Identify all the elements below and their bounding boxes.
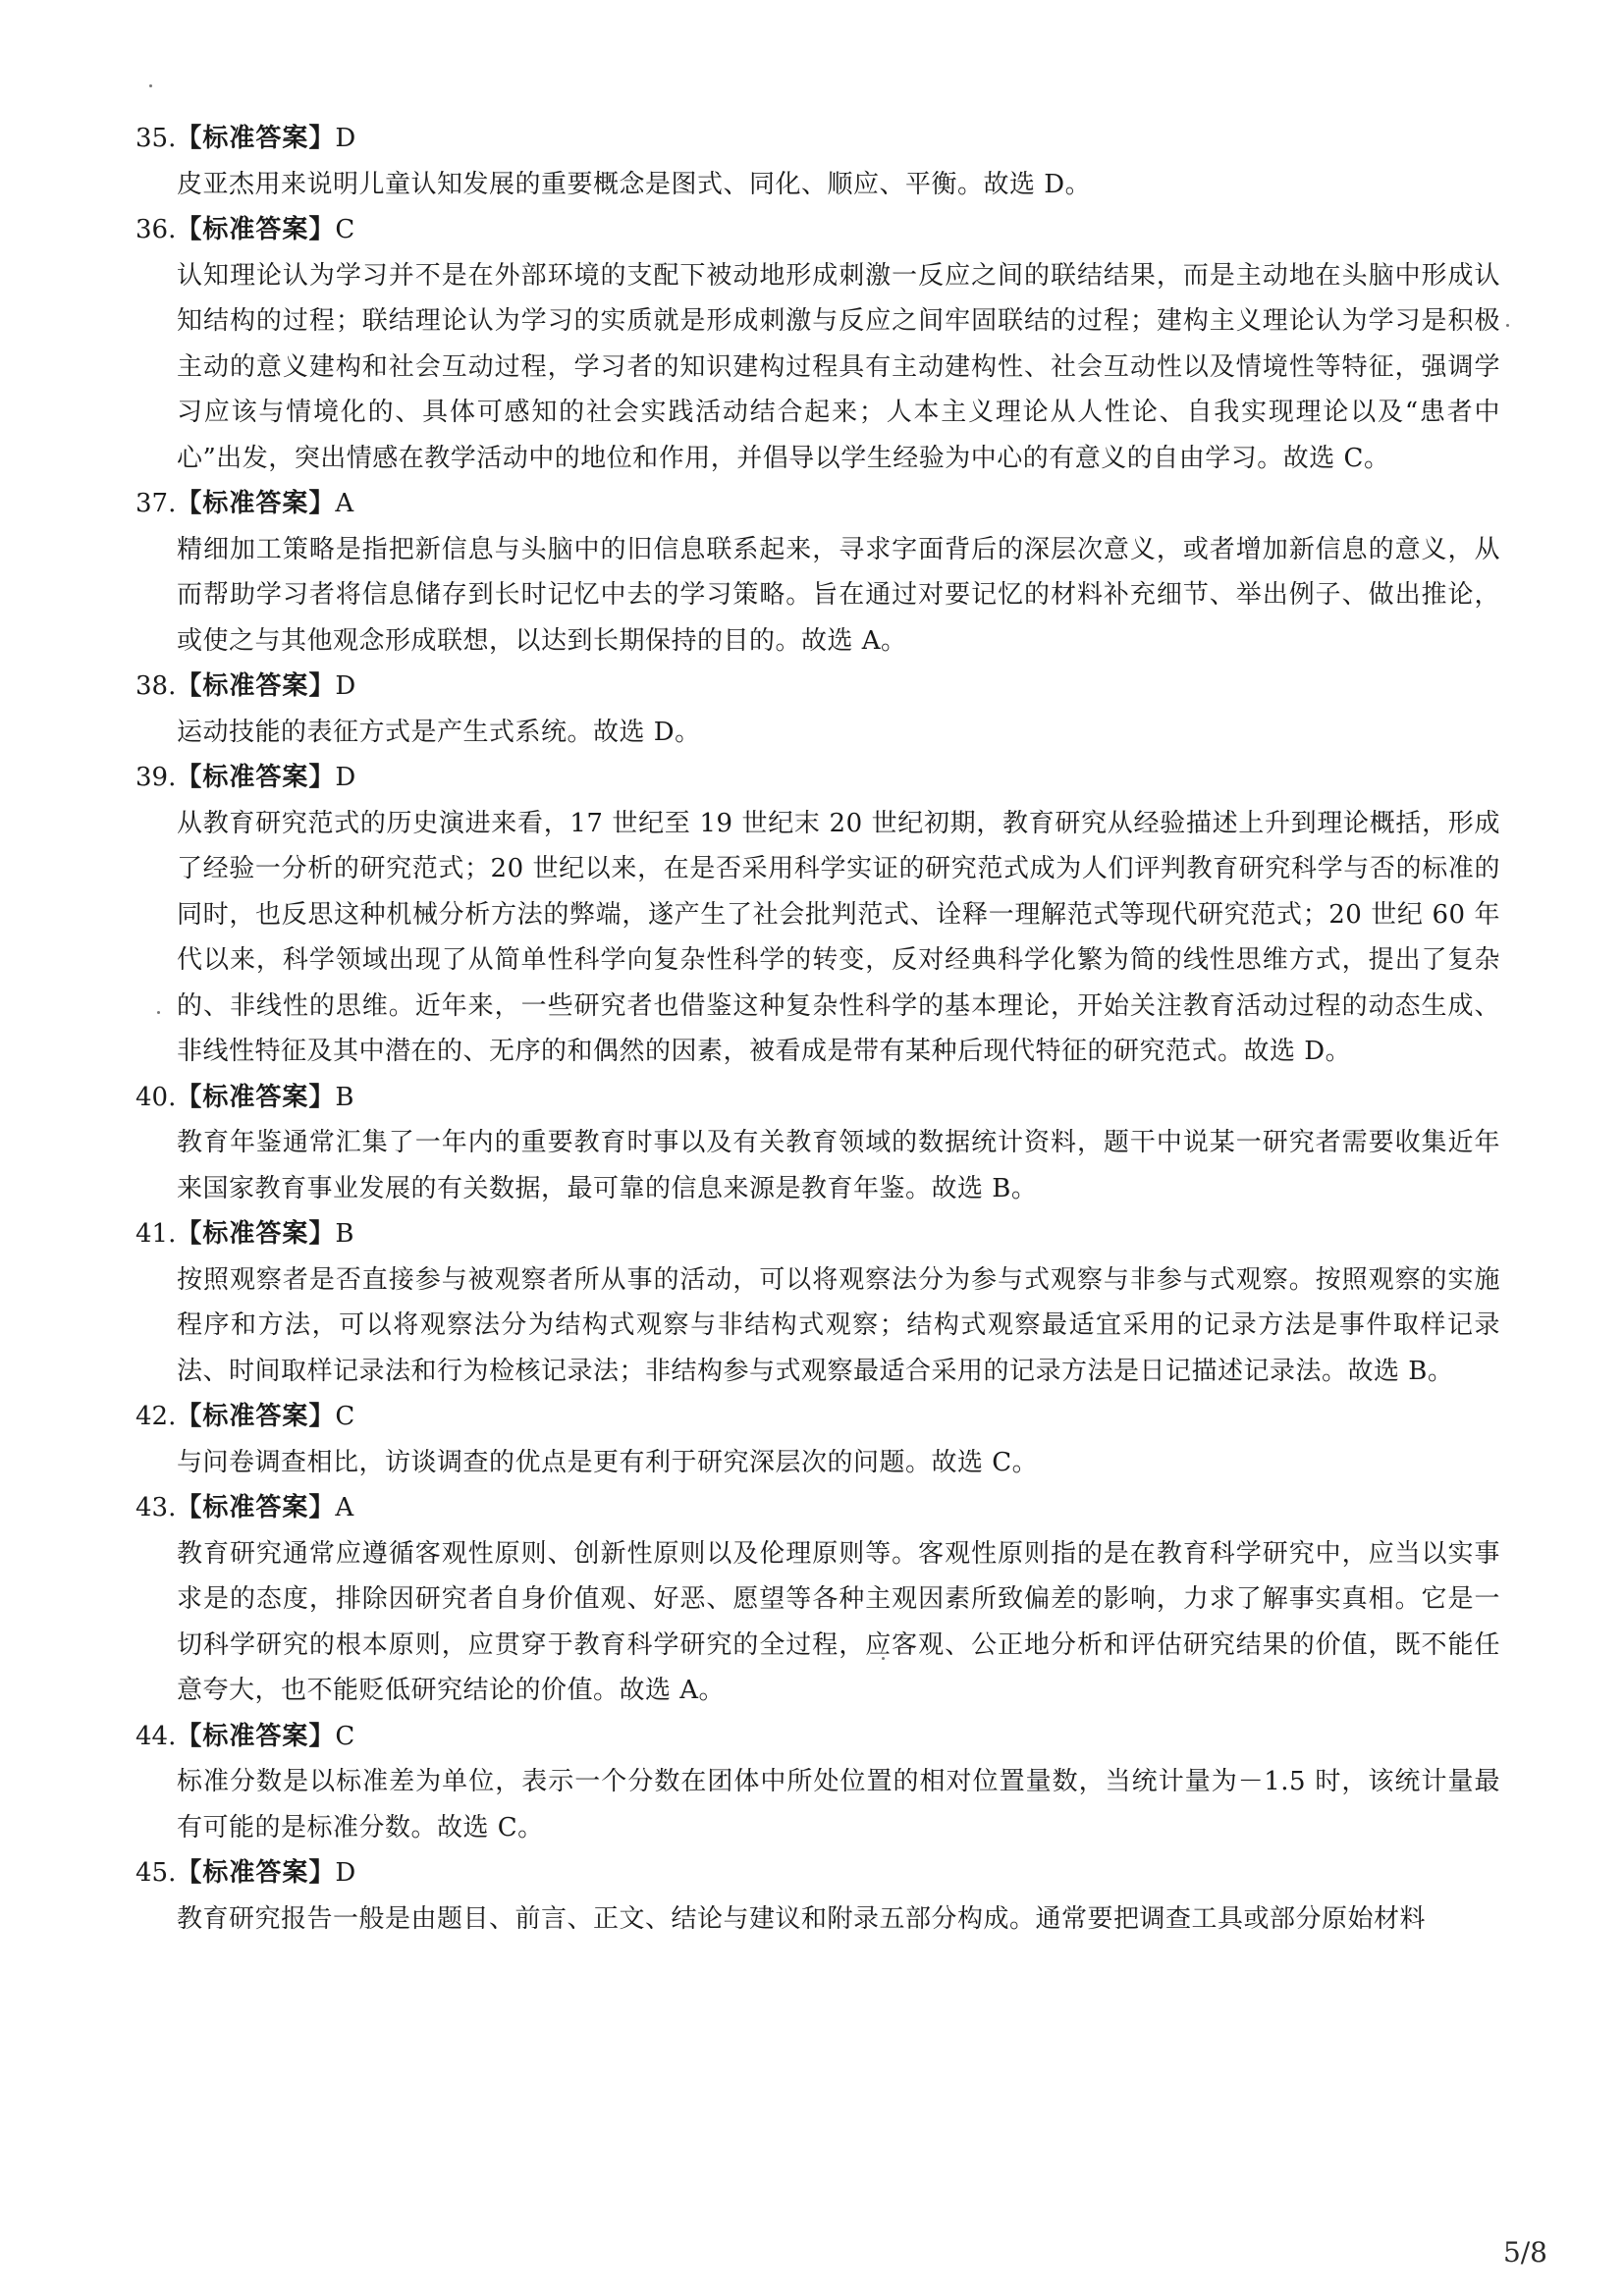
answer-choice: B	[335, 1082, 354, 1112]
question-number: 37.	[135, 489, 177, 518]
page-number: 5/8	[1502, 2236, 1547, 2269]
explanation-text: 皮亚杰用来说明儿童认知发展的重要概念是图式、同化、顺应、平衡。故选 D。	[177, 169, 1092, 199]
answer-label: 【标准答案】	[176, 1721, 336, 1751]
answer-heading	[135, 1714, 1500, 1760]
answer-choice: D	[335, 124, 356, 153]
answer-heading	[135, 1394, 1500, 1440]
answer-label: 【标准答案】	[176, 124, 336, 153]
answer-choice: C	[335, 1402, 355, 1431]
question-number: 45.	[135, 1858, 177, 1888]
answer-label: 【标准答案】	[176, 1219, 336, 1249]
question-number: 42.	[135, 1402, 177, 1431]
answer-heading	[135, 1485, 1500, 1531]
explanation-text: 教育研究通常应遵循客观性原则、创新性原则以及伦理原则等。客观性原则指的是在教育科学研究中，应当以实事求是的态度，排除因研究者自身价值观、好恶、愿望等各种主观因素所致偏差的影响，力求了解事实真相。它是一切科学研究的根本原则，应贯穿于教育科学研究的全过程，应客观、公正地分析和评估研究结果的价值，既不能任意夸大，也不能贬低研究结论的价值。故选 A。	[177, 1538, 1500, 1705]
question-number: 44.	[135, 1721, 177, 1751]
answer-choice: D	[335, 671, 356, 701]
answer-heading	[135, 481, 1500, 527]
answer-heading	[135, 1850, 1500, 1896]
answer-label: 【标准答案】	[176, 489, 336, 518]
answer-item	[135, 1211, 1500, 1394]
question-number: 35.	[135, 124, 177, 153]
answer-item	[135, 1394, 1500, 1485]
answer-choice: C	[335, 215, 355, 244]
explanation-text: 按照观察者是否直接参与被观察者所从事的活动，可以将观察法分为参与式观察与非参与式观察。按照观察的实施程序和方法，可以将观察法分为结构式观察与非结构式观察；结构式观察最适宜采用的记录方法是事件取样记录法、时间取样记录法和行为检核记录法；非结构参与式观察最适合采用的记录方法是日记描述记录法。故选 B。	[177, 1264, 1500, 1386]
answer-label: 【标准答案】	[176, 1493, 336, 1522]
answer-choice: A	[335, 489, 354, 518]
explanation-text: 标准分数是以标准差为单位，表示一个分数在团体中所处位置的相对位置量数，当统计量为－1.5 时，该统计量最有可能的是标准分数。故选 C。	[177, 1767, 1500, 1842]
answer-choice: D	[335, 763, 356, 792]
answer-choice: B	[335, 1219, 354, 1249]
answer-label: 【标准答案】	[176, 1402, 336, 1431]
explanation-text: 教育研究报告一般是由题目、前言、正文、结论与建议和附录五部分构成。通常要把调查工具或部分原始材料	[177, 1903, 1427, 1934]
scan-speck	[149, 84, 152, 87]
question-number: 41.	[135, 1219, 177, 1249]
answer-label: 【标准答案】	[176, 215, 336, 244]
answer-heading	[135, 755, 1500, 801]
answer-list	[135, 116, 1500, 1942]
answer-label: 【标准答案】	[176, 1082, 336, 1112]
answer-label: 【标准答案】	[176, 763, 336, 792]
explanation-text: 精细加工策略是指把新信息与头脑中的旧信息联系起来，寻求字面背后的深层次意义，或者增加新信息的意义，从而帮助学习者将信息储存到长时记忆中去的学习策略。旨在通过对要记忆的材料补充细节、举出例子、做出推论，或使之与其他观念形成联想，以达到长期保持的目的。故选 A。	[177, 534, 1500, 656]
answer-item	[135, 481, 1500, 664]
answer-item	[135, 1485, 1500, 1714]
answer-heading	[135, 207, 1500, 253]
question-number: 39.	[135, 763, 177, 792]
answer-heading	[135, 1211, 1500, 1257]
answer-choice: D	[335, 1858, 356, 1888]
explanation-text: 教育年鉴通常汇集了一年内的重要教育时事以及有关教育领域的数据统计资料，题干中说某一研究者需要收集近年来国家教育事业发展的有关数据，最可靠的信息来源是教育年鉴。故选 B。	[177, 1128, 1500, 1203]
answer-heading	[135, 664, 1500, 710]
answer-item	[135, 664, 1500, 755]
question-number: 38.	[135, 671, 177, 701]
answer-choice: A	[335, 1493, 354, 1522]
explanation-text: 从教育研究范式的历史演进来看，17 世纪至 19 世纪末 20 世纪初期，教育研究从经验描述上升到理论概括，形成了经验一分析的研究范式；20 世纪以来，在是否采用科学实证的研究范式成为人们评判教育研究科学与否的标准的同时，也反思这种机械分析方法的弊端，遂产生了社会批判范式、诠释一理解范式等现代研究范式；20 世纪 60 年代以来，科学领域出现了从简单性科学向复杂性科学的转变，反对经典科学化繁为简的线性思维方式，提出了复杂的、非线性的思维。近年来，一些研究者也借鉴这种复杂性科学的基本理论，开始关注教育活动过程的动态生成、非线性特征及其中潜在的、无序的和偶然的因素，被看成是带有某种后现代特征的研究范式。故选 D。	[177, 808, 1500, 1066]
question-number: 40.	[135, 1082, 177, 1112]
explanation-text: 运动技能的表征方式是产生式系统。故选 D。	[177, 717, 701, 747]
explanation-text: 认知理论认为学习并不是在外部环境的支配下被动地形成刺激一反应之间的联结结果，而是主动地在头脑中形成认知结构的过程；联结理论认为学习的实质就是形成刺激与反应之间牢固联结的过程；建构主义理论认为学习是积极主动的意义建构和社会互动过程，学习者的知识建构过程具有主动建构性、社会互动性以及情境性等特征，强调学习应该与情境化的、具体可感知的社会实践活动结合起来；人本主义理论从人性论、自我实现理论以及“患者中心”出发，突出情感在教学活动中的地位和作用，并倡导以学生经验为中心的有意义的自由学习。故选 C。	[177, 260, 1500, 473]
answer-heading	[135, 1075, 1500, 1121]
answer-item	[135, 1714, 1500, 1851]
scan-speck	[1506, 324, 1509, 327]
answer-label: 【标准答案】	[176, 671, 336, 701]
answer-heading	[135, 116, 1500, 162]
explanation-text: 与问卷调查相比，访谈调查的优点是更有利于研究深层次的问题。故选 C。	[177, 1447, 1039, 1477]
answer-choice: C	[335, 1721, 355, 1751]
answer-item	[135, 116, 1500, 207]
question-number: 36.	[135, 215, 177, 244]
question-number: 43.	[135, 1493, 177, 1522]
answer-item	[135, 1075, 1500, 1212]
answer-item	[135, 755, 1500, 1075]
answer-item	[135, 207, 1500, 481]
answer-label: 【标准答案】	[176, 1858, 336, 1888]
answer-item	[135, 1850, 1500, 1942]
